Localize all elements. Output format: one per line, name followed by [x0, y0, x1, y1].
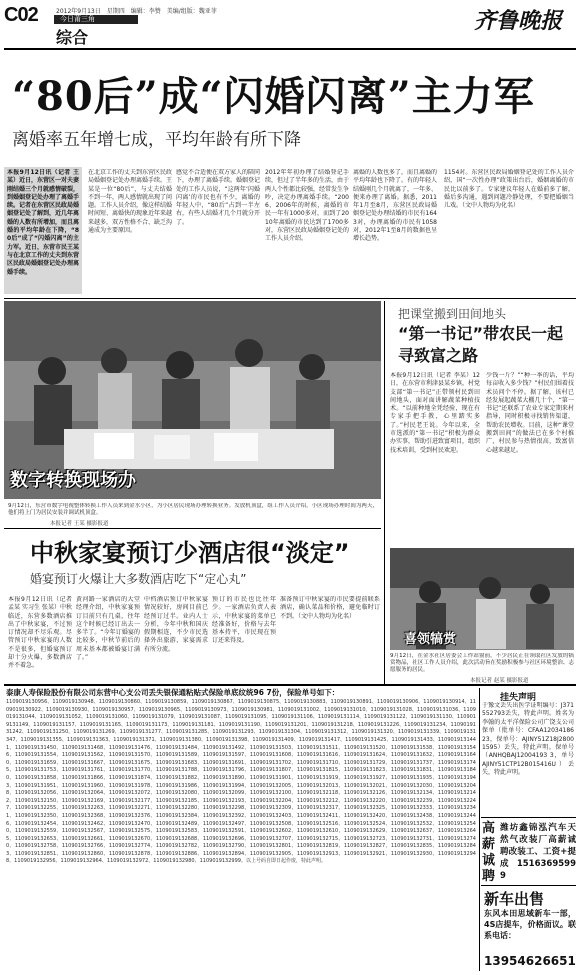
second-col-5: 准备预订中秋家宴的市民要提前联系酒店，确认菜品和价格，避免临时订不到。（文中人物均为化名） — [280, 596, 380, 620]
lost-notice-body: 于豫文丢失出医学证明编号：J371552793丢失，特此声明。姓名为李翰的太平洋保险公司广饶支公司保单（批单号：CFAA12034186 23，保单号：AJINY51Z18J28001595）丢失，特此声明。保单号（ANHQBAJ12004193 3，单号AJINY51CTP12B015416U）丢失，特此声明。 — [482, 702, 574, 777]
page-number: C02 — [4, 4, 38, 26]
photo-reward-overlay: 喜领犒赏 — [404, 632, 457, 647]
paper-logo: 齐鲁晚报 — [474, 8, 563, 34]
feature-col-1: 本报9月12日讯（记者 李某）12日，在东营市利津县某乡镇，村党支部“第一书记”正带领村民到田间地头，面对面讲解蔬菜种植技术。“以前种地全凭经验，现在有专家手把手教，心里踏实多了。”村民老王说。今年以来，全市选派的“第一书记”积极为群众办实事，帮助引进致富项目，组织技术培训，受到村民欢迎。 — [390, 372, 480, 454]
second-col-3: 中档酒店预订中秋家宴情况较好，房间目前已经预订过半。业内人士分析，今年中秋和国庆假期相连，不少市民选择外出旅游，家宴需求有所分流。 — [144, 596, 208, 653]
hire-body: 潍坊鑫锦泓汽车天然气改装厂高薪诚聘改装工、工资+提成 15163695999 — [500, 823, 576, 881]
lead-bottom-rule — [4, 298, 576, 299]
second-col-2: 黄河路一家酒店的大堂经理介绍，中秋家宴预订目前只有几桌，往年这个时候已经订出去一多半了。“今年订婚宴的比较多，中秋节前后的周末基本都被婚宴订满了。” — [76, 596, 140, 662]
photo-reward-caption: 9月12日，在金水社区居委会工作站窗前，不少居民正在领取社区发放的犒赏物品，社区工作人员介绍，此次活动旨在奖励积极参与社区环境整治、志愿服务的居民。 — [390, 653, 574, 674]
lead-col-3: 2012年年初办理了结婚登记手续，但过了半年多的生活，由于两人个性都比较强，经常发生争吵，决定办理离婚手续。“2006、2006年的时候，离婚的市民一年有1000多对，而到了2010年离婚的市民达到了1700多对，东营区民政局婚姻登记处的工作人员介绍。 — [265, 169, 349, 243]
lead-intro: 本报9月12日讯（记者 王某）近日，东营区一对夫妻刚结婚三个月就感情破裂，到婚姻登记处办理了离婚手续。记者在东营区民政局婚姻登记处了解到，近几年离婚的人数有所增加，而且离婚的平均年龄在下降，“80后”成了“闪婚闪离”的主力军。近日，东营市民王某与在北京工作的丈夫到东营区民政局婚姻登记处办理离婚手续。 — [7, 169, 79, 276]
second-subhead: 婚宴预订火爆让大多数酒店吃下“定心丸” — [30, 572, 247, 586]
lead-col-5: 1154对。东营区民政局婚姻登记处的工作人员介绍，国“一次性办理”政策出台后，婚姻离婚的市民比以前多了。专家建议年轻人在婚前多了解，婚后多沟通，遇到问题冷静处理，不要把婚姻当儿戏。（文中人物均为化名） — [444, 169, 574, 210]
lead-col-1: 在北京工作的丈夫到东营区民政局婚姻登记处办理离婚手续。王某是一位“80后”，与丈夫结婚不到一年，两人感情就出现了问题。工作人员介绍，像这样结婚时间短、离婚快的现象近年来越来越多，双方性格不合、缺乏沟通成为主要原因。 — [88, 169, 172, 235]
masthead-rule — [4, 48, 576, 50]
lead-col-2: 感觉不合适便在双方家人的陪同下，办理了离婚手续。婚姻登记处的工作人员说，“这两年‘闪婚闪离’的市民也有不少，离婚的年轻人中，“80后”占到一半左右，有些人结婚才几个月就分开了。 — [176, 169, 260, 226]
photo-digital-tv-overlay: 数字转换现场办 — [10, 470, 136, 491]
second-headline: 中秋家宴预订少酒店很“淡定” — [30, 539, 350, 567]
car-sale-body: 东风本田思域新车一部，4S店提车，价格面议。联系电话： — [484, 909, 576, 940]
feature-headline: “第一书记”带农民一起寻致富之路 — [398, 324, 564, 365]
feature-col-2: 少钱一斤？”“种一季的话，平均每亩收入多少钱？”村民们围着技术员问个不停。据了解，该村已经发展起蔬菜大棚几十个，“第一书记”还联系了农业专家定期来村指导，同时积极寻找销售渠道，帮助农民增收。目前，这种“课堂搬到田间”的做法已在多个村推广，村民参与热情很高，致富信心越来越足。 — [486, 372, 574, 454]
lead-headline: “80后”成“闪婚闪离”主力军 — [12, 73, 535, 120]
car-sale-title: 新车出售 — [484, 890, 545, 908]
lost-notice-title: 挂失声明 — [500, 693, 537, 703]
classifieds-rule-2 — [481, 885, 576, 886]
second-col-4: 预订的市民也比往年少。一家酒店负责人表示，中秋家宴的菜单已经准备好，价格与去年基本持平，市民现在预订还来得及。 — [212, 596, 276, 645]
lead-subhead: 离婚率五年增七成，平均年龄有所下降 — [12, 130, 301, 150]
ad-notice-numbers: 1109019130956、1109019130948、1109019130860、1109019130859、1109019130867、1109019130875、1109019130883、1109019130891、1109019130906、1109019130914、1109019130922、1109019130930、1109019130957、1109019130965、1109019130973、1109019130981、1109019131002、1109019131010、1109019131028、1109019131036、1109019131044、1109019131052、1109019131060、1109019131079、1109019131087、1109019131095、1109019131106、1109019131114、1109019131122、1109019131130、1109019131149、1109019131157、1109019131165、1109019131173、1109019131181、1109019131190、1109019131201、1109019131218、1109019131226、1109019131234、1109019131242、1109019131250、1109019131269、1109019131277、1109019131285、1109019131293、1109019131304、1109019131312、1109019131320、1109019131339、1109019131347、1109019131355、1109019131363、1109019131371、1109019131380、1109019131398、1109019131409、1109019131417、1109019131425、1109019131433、1109019131441、1109019131450、1109019131468、1109019131476、1109019131484、1109019131492、1109019131503、1109019131511、1109019131520、1109019131538、1109019131546、1109019131554、1109019131562、1109019131570、1109019131589、1109019131597、1109019131608、1109019131616、1109019131624、1109019131632、1109019131640、1109019131659、1109019131667、1109019131675、1109019131683、1109019131691、1109019131702、1109019131710、1109019131729、1109019131737、1109019131745、1109019131753、1109019131761、1109019131770、1109019131788、1109019131796、1109019131807、1109019131815、1109019131823、1109019131831、1109019131840、1109019131858、1109019131866、1109019131874、1109019131882、1109019131890、1109019131901、1109019131919、1109019131927、1109019131935、1109019131943、1109019131951、1109019131960、1109019131978、1109019131986、1109019131994、1109019132005、1109019132013、1109019132021、1109019132030、1109019132048、1109019132056、1109019132064、1109019132072、1109019132080、1109019132099、1109019132100、1109019132118、1109019132126、1109019132134、1109019132142、1109019132150、1109019132169、1109019132177、1109019132185、1109019132193、1109019132204、1109019132212、1109019132220、1109019132239、1109019132247、1109019132255、1109019132263、1109019132271、1109019132280、1109019132298、1109019132309、1109019132317、1109019132325、1109019132333、1109019132341、1109019132350、1109019132368、1109019132376、1109019132384、1109019132392、1109019132403、1109019132411、1109019132420、1109019132438、1109019132446、1109019132454、1109019132462、1109019132470、1109019132489、1109019132497、1109019132508、1109019132516、1109019132524、1109019132532、1109019132540、1109019132559、1109019132567、1109019132575、1109019132583、1109019132591、1109019132602、1109019132610、1109019132629、1109019132637、1109019132645、1109019132653、1109019132661、1109019132670、1109019132688、1109019132696、1109019132707、1109019132715、1109019132723、1109019132731、1109019132740、1109019132758、1109019132766、1109019132774、1109019132782、1109019132790、1109019132801、1109019132819、1109019132827、1109019132835、1109019132843、1109019132851、1109019132860、1109019132878、1109019132886、1109019132894、1109019132905、1109019132913、1109019132921、1109019132930、1109019132948、1109019132956、1109019132964、1109019132972、1109019132980、1109019132999。以上号码自即日起作废，特此声明。 — [6, 699, 476, 865]
section-name: 综合 — [56, 30, 89, 47]
date-line: 2012年9月13日 星期四 编辑：李赞 美编/组版：魏亚菲 — [56, 8, 217, 15]
feature-left-rule — [384, 301, 385, 684]
hire-label: 高薪诚聘 — [482, 821, 496, 884]
photo1-bottom-rule — [4, 528, 381, 529]
classifieds-rule-1 — [481, 817, 576, 818]
ad-notice-title: 泰康人寿保险股份有限公司东营中心支公司丢失银保通粘贴式保险单底纹统96 7份，保险单号如下： — [6, 688, 340, 697]
classifieds-left-rule — [479, 688, 480, 971]
car-sale-phone: 13954626651 — [484, 954, 576, 968]
lead-col-4: 离婚的人数也多了，而且离婚的平均年龄也下降了。有的年轻人结婚刚几个月就离了，一年多、便来办理了离婚。据悉，2011年1月至8月，东营区民政局婚姻登记处办理结婚的市民有1643对，办理离婚的市民有1058对，2012年1至8月的数据也呈增长趋势。 — [353, 169, 437, 243]
photo-reward-credit: 本报记者 赵某 摄影报道 — [470, 678, 529, 684]
ad-top-rule — [4, 684, 576, 686]
second-col-1: 本报9月12日讯（记者 孟某 实习生 张某）中秋临近，东营多数酒店推出了中秋家宴，不过预订情况却不尽乐观。尽管预订中秋家宴的人数不是很多，但婚宴预订却十分火爆，多数酒店并不着急。 — [8, 596, 72, 670]
photo-digital-tv-caption: 9月12日，东营市数字电视整体转换工作人员来到金水小区，为小区居民现场办理转换业务。发放机顶盒，组工作人员介绍，小区现场办理时间为两天，他们将上门为居民安装并调试机顶盒。 — [8, 503, 378, 517]
feature-kicker: 把课堂搬到田间地头 — [398, 307, 507, 321]
section-sub: 今日莆三角 — [60, 15, 95, 23]
photo-digital-tv-credit: 本报记者 王某 摄影报道 — [50, 521, 109, 527]
